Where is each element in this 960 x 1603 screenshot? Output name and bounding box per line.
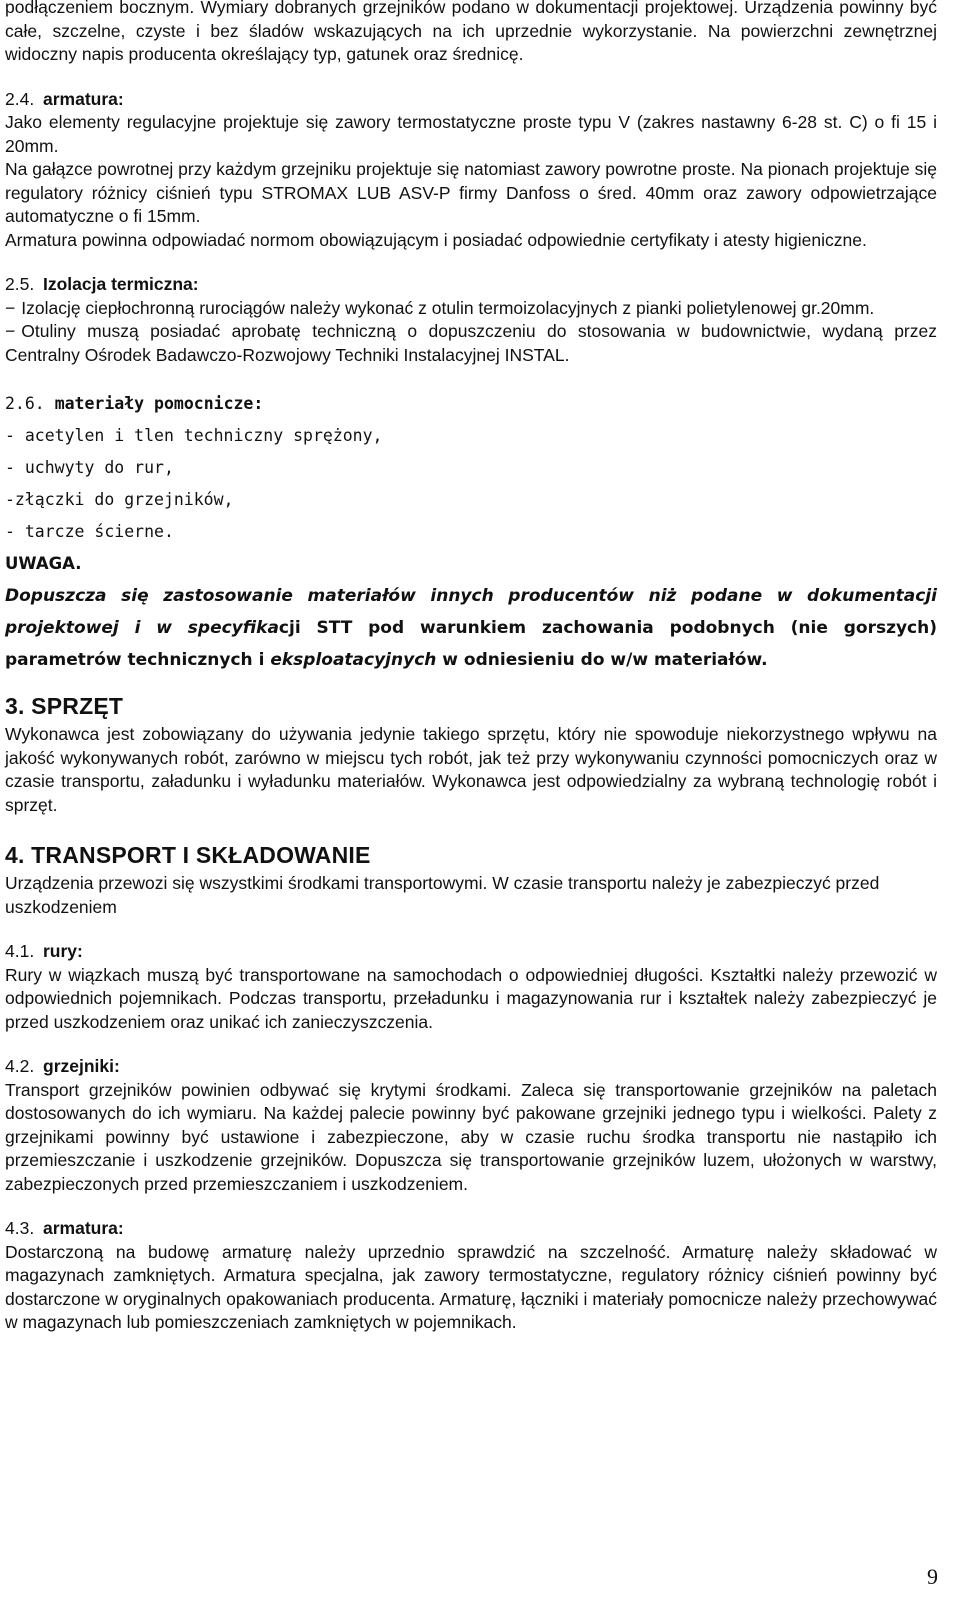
section-4-1-heading xyxy=(5,940,937,964)
materials-item: - acetylen i tlen techniczny sprężony, xyxy=(5,426,383,445)
materials-item: - uchwyty do rur, xyxy=(5,458,174,477)
section-4-2-heading xyxy=(5,1055,937,1079)
document-body xyxy=(5,0,937,1335)
warning-note-part: Dopuszcza się zastosowanie materiałów innych producentów niż podane w dokumentacji projektowej i w specyfika xyxy=(5,586,937,638)
section-number: 4.2. xyxy=(5,1056,35,1076)
section-number: 4.1. xyxy=(5,941,35,961)
section-2-4-paragraph-3: Armatura powinna odpowiadać normom obowiązującym i posiadać odpowiednie certyfikaty i atesty higieniczne. xyxy=(5,229,867,250)
insulation-item-2 xyxy=(5,320,937,367)
section-2-6-heading xyxy=(5,388,937,420)
section-2-5-heading xyxy=(5,273,937,297)
section-title: materiały pomocnicze: xyxy=(54,394,264,413)
section-number: 2.5. xyxy=(5,274,35,294)
insulation-item-text: Otuliny muszą posiadać aprobatę techniczną o dopuszczeniu do stosowania w budownictwie, wydaną przez Centralny Ośrodek Badawczo-Rozwojowy Techniki Instalacyjnej INSTAL. xyxy=(5,321,937,365)
chapter-3-heading: 3. SPRZĘT xyxy=(5,693,124,719)
section-title: grzejniki: xyxy=(43,1056,120,1076)
section-2-4-paragraph-2: Na gałązce powrotnej przy każdym grzejniku projektuje się natomiast zawory powrotne proste. Na pionach projektuje się regulatory różnicy ciśnień typu STROMAX LUB ASV-P firmy Danfoss o śred. 40mm oraz zawory odpowietrzające automatyczne o fi 15mm. xyxy=(5,159,937,226)
warning-note xyxy=(5,580,937,676)
warning-label: UWAGA. xyxy=(5,554,82,573)
section-4-2-paragraph: Transport grzejników powinien odbywać się krytymi środkami. Zaleca się transportowanie grzejników na paletach dostosowanych do ich wymiaru. Na każdej palecie powinny być pakowane grzejniki jednego typu i wielkości. Palety z grzejnikami powinny być ustawione i zabezpieczone, aby w czasie ruchu środka transportu nie nastąpiło ich przemieszczanie i uszkodzenie grzejników. Dopuszcza się transportowanie grzejników luzem, ułożonych w warstwy, zabezpieczonych przed przemieszczaniem i uszkodzeniem. xyxy=(5,1079,937,1194)
dash-bullet: − xyxy=(5,321,16,341)
dash-bullet: − xyxy=(5,297,16,318)
section-2-4-paragraph-1: Jako elementy regulacyjne projektuje się zawory termostatyczne proste typu V (zakres nastawny 6-28 st. C) o fi 15 i 20mm. xyxy=(5,112,937,156)
section-number: 2.4. xyxy=(5,88,35,109)
chapter-3-paragraph: Wykonawca jest zobowiązany do używania jedynie takiego sprzętu, który nie spowoduje niekorzystnego wpływu na jakość wykonywanych robót, zarówno w miejscu tych robót, jak też przy wykonywaniu czynności pomocniczych oraz w czasie transportu, załadunku i wyładunku materiałów. Wykonawca jest odpowiedzialny za wybraną technologię robót i sprzęt. xyxy=(5,724,937,815)
warning-note-part: cji STT pod warunkiem zachowania podobnych (nie gorszych) parametrów technicznych i xyxy=(5,618,937,670)
section-title: armatura: xyxy=(43,1218,124,1238)
section-4-3-paragraph: Dostarczoną na budowę armaturę należy uprzednio sprawdzić na szczelność. Armaturę należy składować w magazynach zamkniętych. Armatura specjalna, jak zawory termostatyczne, regulatory różnicy ciśnień powinny być dostarczone w oryginalnych opakowaniach producenta. Armaturę, łączniki i materiały pomocnicze należy przechowywać w magazynach lub pomieszczeniach zamkniętych w pojemnikach. xyxy=(5,1241,937,1332)
section-2-4-heading xyxy=(5,88,937,112)
section-4-1-paragraph: Rury w wiązkach muszą być transportowane na samochodach o odpowiedniej długości. Kształtki należy przewozić w odpowiednich pojemnikach. Podczas transportu, przeładunku i magazynowania rur i kształtek należy zabezpieczyć je przed uszkodzeniem oraz unikać ich zanieczyszczenia. xyxy=(5,964,937,1032)
section-title: armatura: xyxy=(43,88,124,109)
section-title: Izolacja termiczna: xyxy=(43,274,199,294)
insulation-item-1 xyxy=(5,297,937,321)
section-title: rury: xyxy=(43,941,83,961)
page-number: 9 xyxy=(927,1564,938,1589)
section-4-3-heading xyxy=(5,1217,937,1241)
intro-paragraph: podłączeniem bocznym. Wymiary dobranych grzejników podano w dokumentacji projektowej. Urządzenia powinny być całe, szczelne, czyste i bez śladów wskazujących na ich uprzednie wykorzystanie. Na powierzchni zewnętrznej widoczny napis producenta określający typ, gatunek oraz średnicę. xyxy=(5,0,937,64)
insulation-item-text: Izolację ciepłochronną rurociągów należy wykonać z otulin termoizolacyjnych z pianki polietylenowej gr.20mm. xyxy=(21,297,875,318)
materials-item: -złączki do grzejników, xyxy=(5,490,234,509)
chapter-4-heading: 4. TRANSPORT I SKŁADOWANIE xyxy=(5,842,371,868)
section-number: 4.3. xyxy=(5,1218,35,1238)
section-number: 2.6. xyxy=(5,394,45,413)
materials-item: - tarcze ścierne. xyxy=(5,522,174,541)
warning-note-part: eksploatacyjnych xyxy=(270,650,437,670)
chapter-4-paragraph: Urządzenia przewozi się wszystkimi środkami transportowymi. W czasie transportu należy je zabezpieczyć przed uszkodzeniem xyxy=(5,873,880,917)
warning-note-part: w odniesieniu do w/w materiałów. xyxy=(436,650,768,670)
